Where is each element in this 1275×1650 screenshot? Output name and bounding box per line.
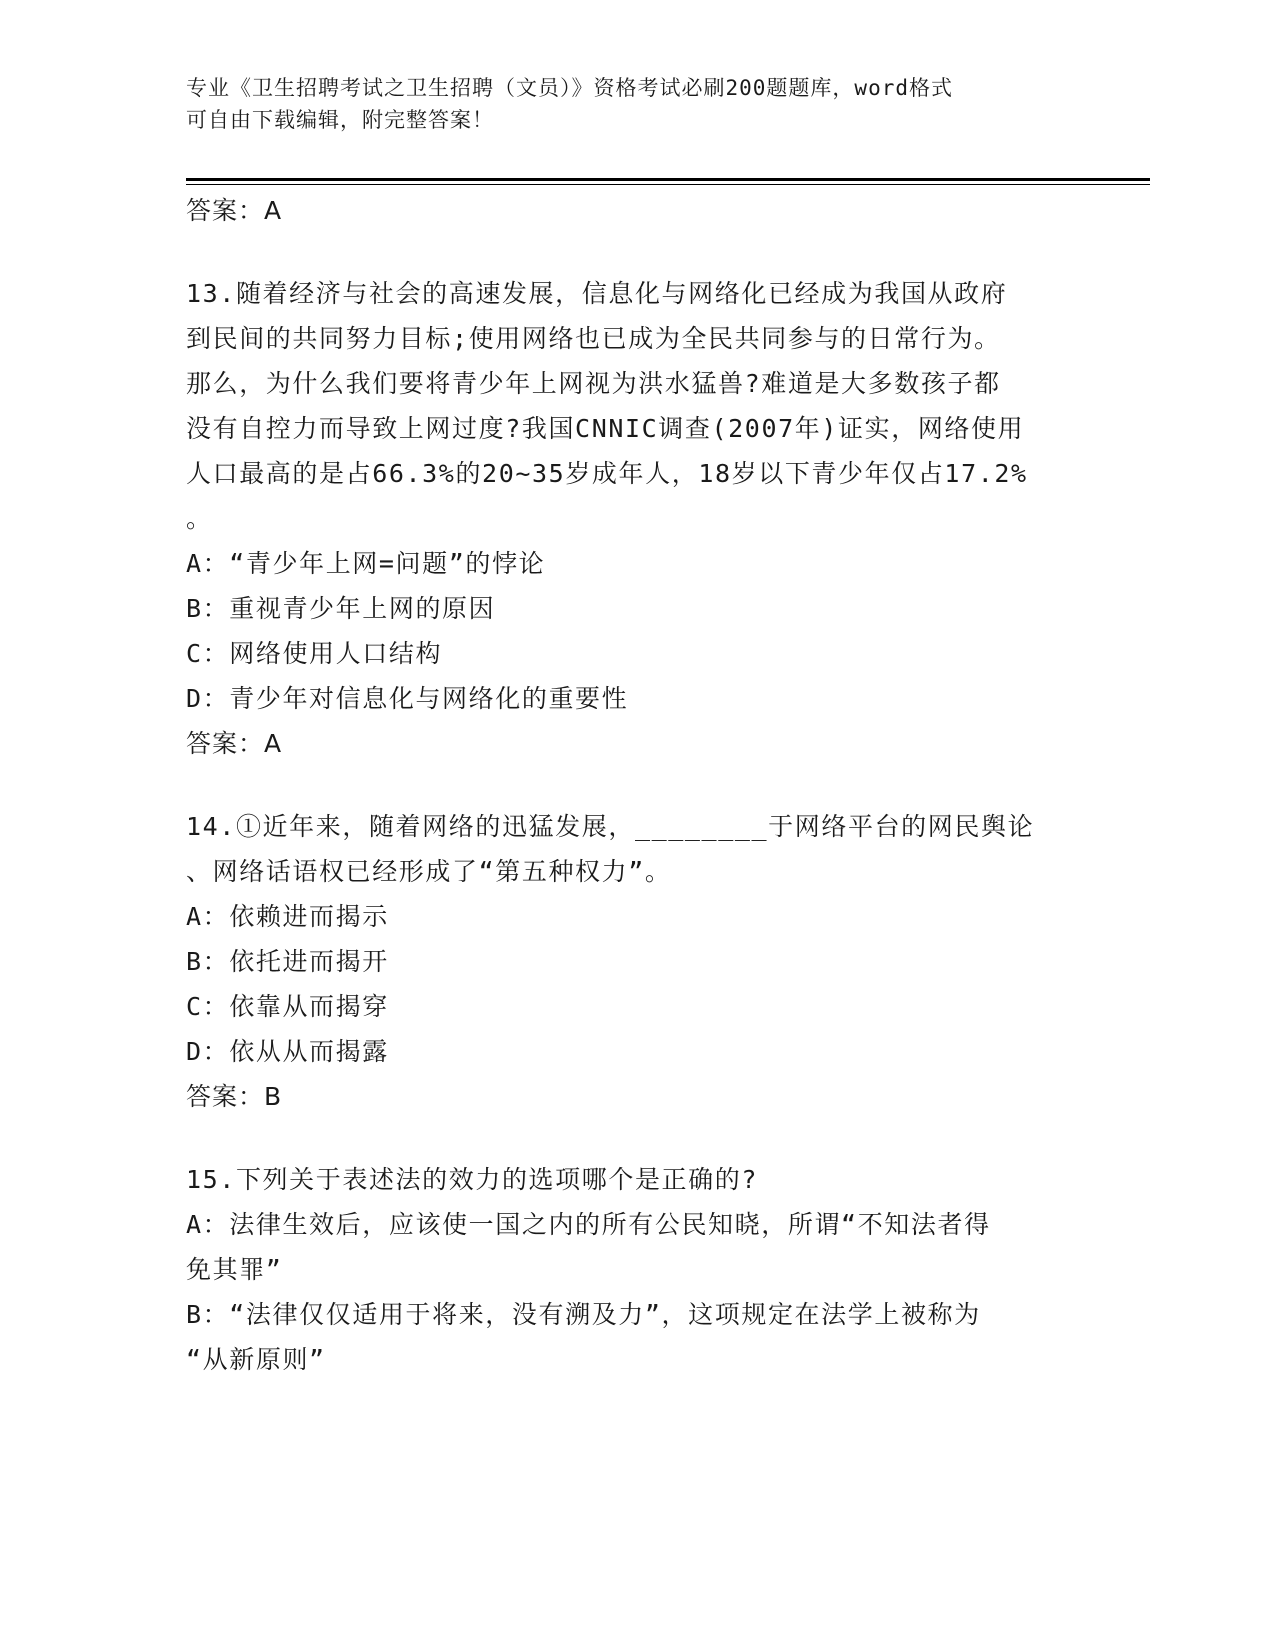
- question-14-option-d: D：依从从而揭露: [186, 1037, 389, 1066]
- question-13-line: 没有自控力而导致上网过度?我国CNNIC调查(2007年)证实，网络使用: [186, 414, 1025, 443]
- question-15: [186, 1157, 1086, 1382]
- question-14-option-b: B：依托进而揭开: [186, 947, 389, 976]
- header-rule-thin: [186, 184, 1150, 185]
- question-14-line: 、网络话语权已经形成了“第五种权力”。: [186, 857, 672, 886]
- question-15-line: 15.下列关于表述法的效力的选项哪个是正确的?: [186, 1165, 759, 1194]
- question-14-option-a: A：依赖进而揭示: [186, 902, 389, 931]
- question-13-line: 那么，为什么我们要将青少年上网视为洪水猛兽?难道是大多数孩子都: [186, 369, 1001, 398]
- header-line-2: 可自由下载编辑，附完整答案！: [186, 108, 494, 132]
- question-14: [186, 804, 1086, 1119]
- question-13-line: 13.随着经济与社会的高速发展，信息化与网络化已经成为我国从政府: [186, 279, 1008, 308]
- question-13-line: 人口最高的是占66.3%的20~35岁成年人，18岁以下青少年仅占17.2%: [186, 459, 1028, 488]
- question-13-line: 。: [186, 504, 213, 533]
- question-14-line: 14.①近年来，随着网络的迅猛发展，________于网络平台的网民舆论: [186, 812, 1035, 841]
- header-rule-thick: [186, 178, 1150, 181]
- question-15-option-a-cont: 免其罪”: [186, 1255, 283, 1284]
- question-15-option-a: A：法律生效后，应该使一国之内的所有公民知晓，所谓“不知法者得: [186, 1210, 991, 1239]
- question-15-option-b: B：“法律仅仅适用于将来，没有溯及力”，这项规定在法学上被称为: [186, 1300, 981, 1329]
- page-header: [186, 72, 1086, 136]
- question-14-answer: 答案：B: [186, 1082, 283, 1111]
- question-14-option-c: C：依靠从而揭穿: [186, 992, 389, 1021]
- document-body: [186, 188, 1086, 1382]
- question-13-line: 到民间的共同努力目标;使用网络也已成为全民共同参与的日常行为。: [186, 324, 1001, 353]
- header-line-1: 专业《卫生招聘考试之卫生招聘（文员）》资格考试必刷200题题库，word格式: [186, 76, 953, 100]
- question-13-answer: 答案：A: [186, 729, 283, 758]
- question-13-option-a: A：“青少年上网=问题”的悖论: [186, 549, 546, 578]
- question-13-option-d: D：青少年对信息化与网络化的重要性: [186, 684, 629, 713]
- question-13-option-b: B：重视青少年上网的原因: [186, 594, 496, 623]
- question-13: [186, 271, 1086, 766]
- question-15-option-b-cont: “从新原则”: [186, 1345, 326, 1374]
- question-13-option-c: C：网络使用人口结构: [186, 639, 443, 668]
- previous-answer: 答案：A: [186, 196, 283, 225]
